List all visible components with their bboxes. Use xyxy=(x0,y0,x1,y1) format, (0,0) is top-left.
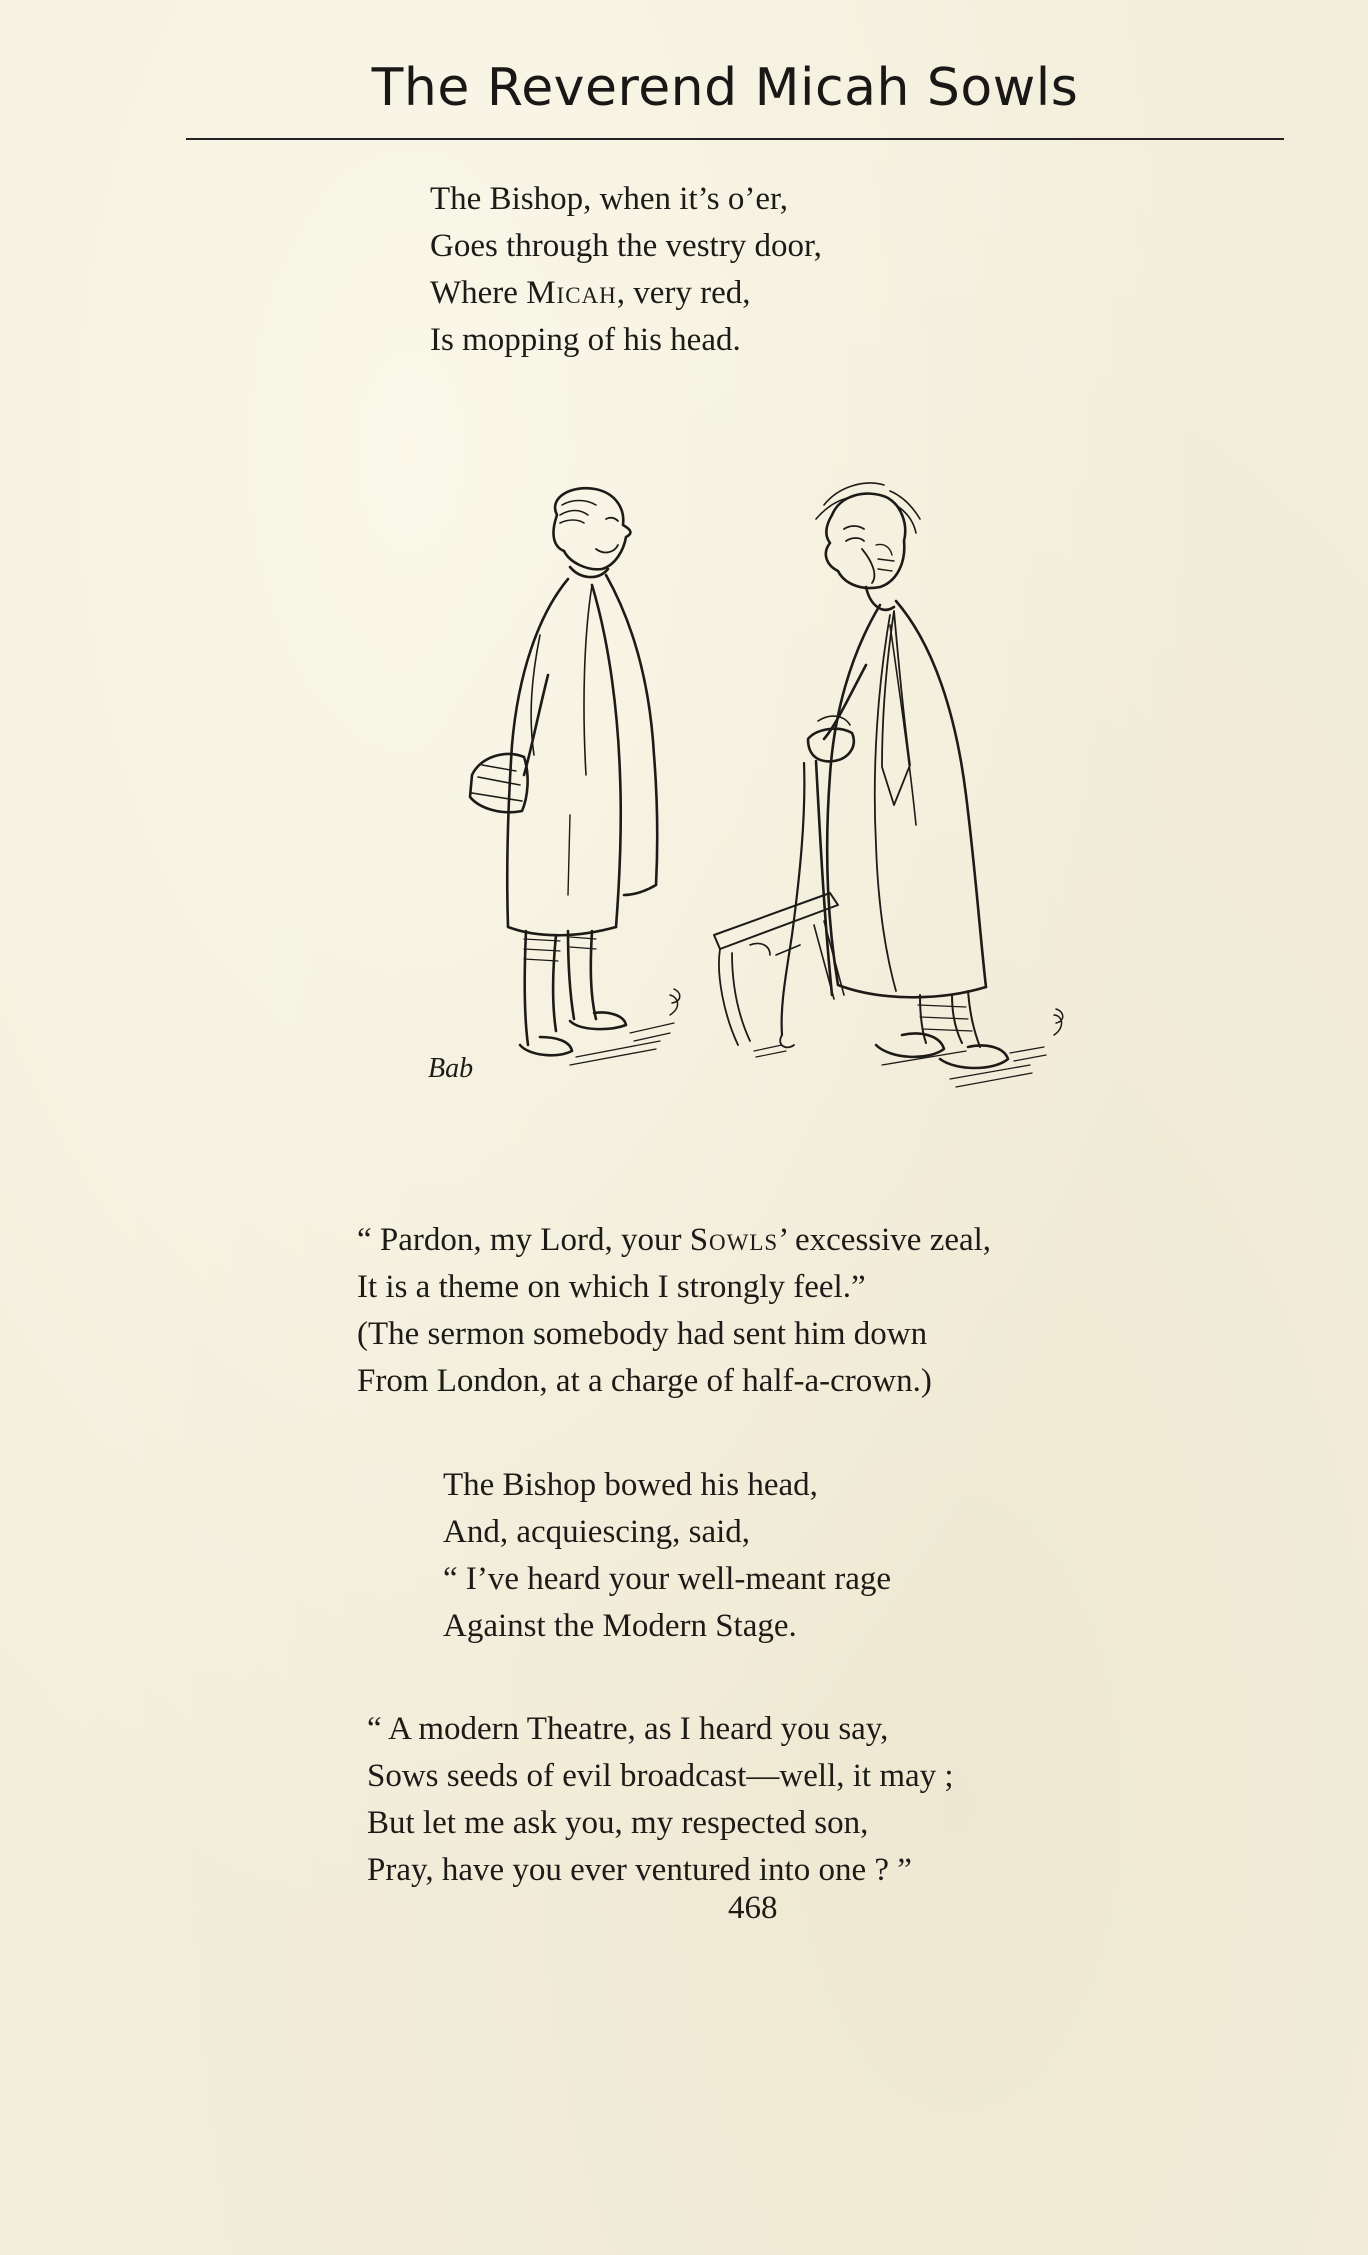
verse-line xyxy=(430,270,822,317)
header-rule xyxy=(186,138,1284,140)
stanza-1 xyxy=(430,176,822,364)
page-number: 468 xyxy=(728,1890,778,1926)
verse-line xyxy=(357,1217,991,1264)
verse-line: It is a theme on which I strongly feel.” xyxy=(357,1269,866,1305)
running-head-title: The Reverend Micah Sowls xyxy=(371,58,1079,118)
bishop-and-curate-illustration xyxy=(420,475,1100,1105)
verse-line: (The sermon somebody had sent him down xyxy=(357,1316,928,1352)
verse-line: From London, at a charge of half-a-crown.) xyxy=(357,1363,932,1399)
stanza-4 xyxy=(367,1706,954,1894)
verse-line-pre: Where xyxy=(430,275,527,311)
small-caps-name: Sowls xyxy=(689,1222,779,1258)
verse-line: The Bishop, when it’s o’er, xyxy=(430,181,788,217)
verse-line: Sows seeds of evil broadcast—well, it may ; xyxy=(367,1758,954,1794)
bishop-figure xyxy=(470,488,680,1065)
verse-line-pre: “ Pardon, my Lord, your xyxy=(357,1222,690,1258)
verse-line: The Bishop bowed his head, xyxy=(443,1467,818,1503)
stanza-2 xyxy=(357,1217,991,1405)
verse-line: “ I’ve heard your well-meant rage xyxy=(443,1561,892,1597)
verse-line: Goes through the vestry door, xyxy=(430,228,822,264)
verse-line: And, acquiescing, said, xyxy=(443,1514,751,1550)
illustrator-signature: Bab xyxy=(428,1053,474,1084)
verse-line: Is mopping of his head. xyxy=(430,322,741,358)
curate-figure xyxy=(714,483,1063,1087)
verse-line-post: ’ excessive zeal, xyxy=(778,1222,992,1258)
verse-line: Pray, have you ever ventured into one ? ” xyxy=(367,1852,912,1888)
verse-line: “ A modern Theatre, as I heard you say, xyxy=(367,1711,889,1747)
stanza-3 xyxy=(443,1462,891,1650)
verse-line: Against the Modern Stage. xyxy=(443,1608,797,1644)
verse-line-post: , very red, xyxy=(616,275,751,311)
verse-line: But let me ask you, my respected son, xyxy=(367,1805,869,1841)
small-caps-name: Micah xyxy=(526,275,617,311)
